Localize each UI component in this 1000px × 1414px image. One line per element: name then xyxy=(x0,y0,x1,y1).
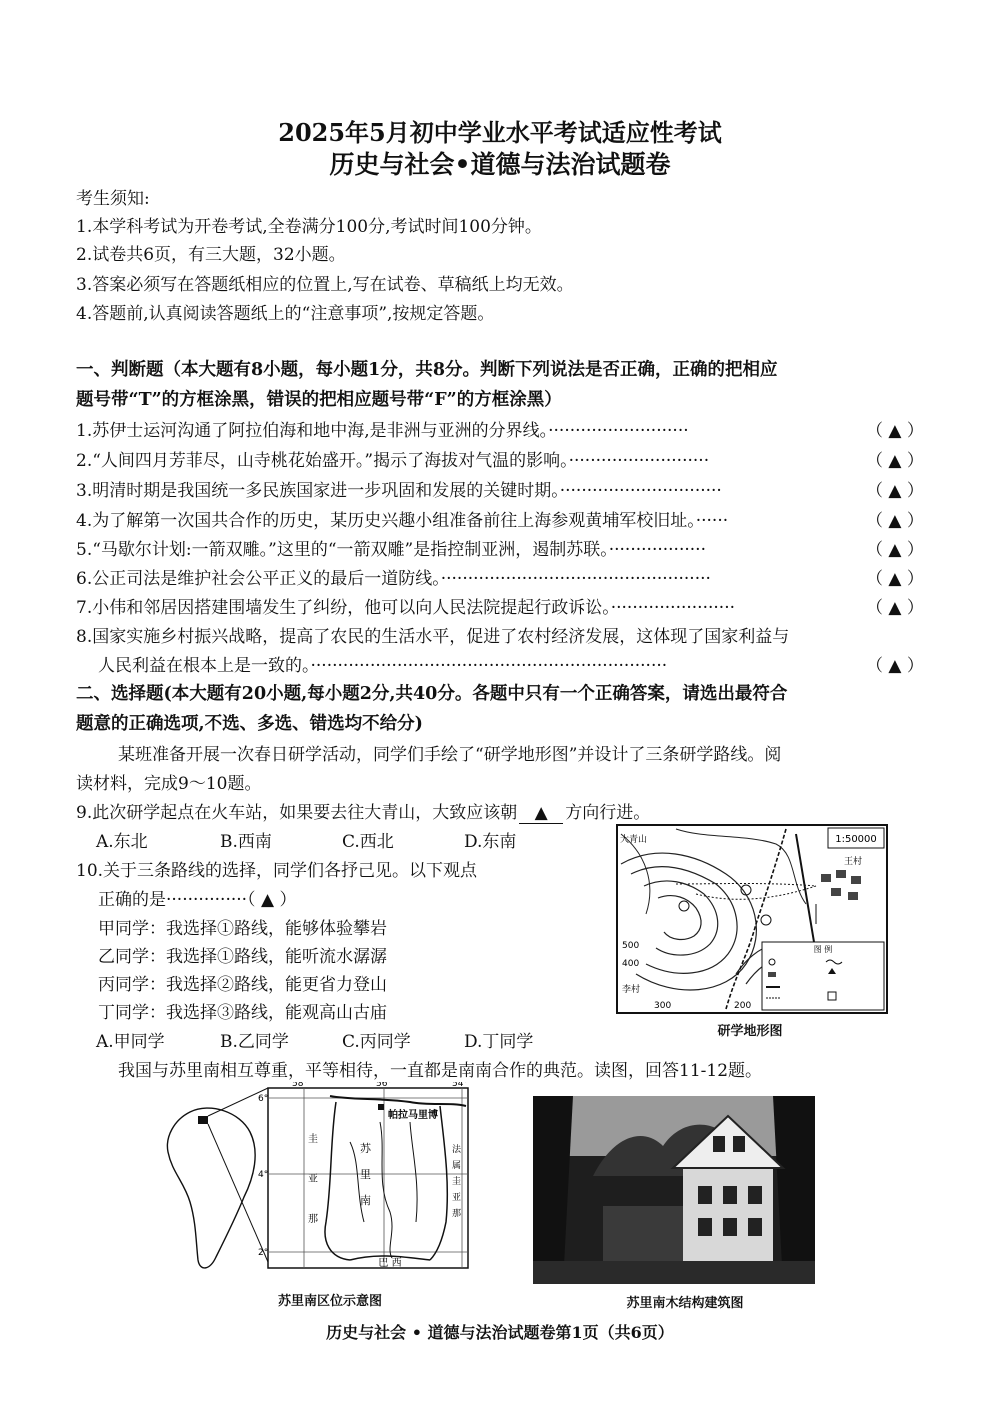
question-8-cont: 人民利益在根本上是一致的。·································································· xyxy=(98,656,668,676)
contour-label: 200 xyxy=(734,1001,752,1011)
statement-bing: 丙同学：我选择②路线，能更省力登山 xyxy=(98,975,387,995)
notice-item: 1.本学科考试为开卷考试,全卷满分100分,考试时间100分钟。 xyxy=(76,217,542,237)
exam-subtitle: 历史与社会•道德与法治试题卷 xyxy=(329,150,671,179)
lon-label: 58° xyxy=(292,1082,308,1089)
option-c: C.西北 xyxy=(342,832,394,852)
location-map-caption: 苏里南区位示意图 xyxy=(277,1294,382,1309)
country-label: 圭 xyxy=(452,1177,462,1187)
notice-item: 2.试卷共6页，有三大题，32小题。 xyxy=(76,245,346,265)
option-a: A.甲同学 xyxy=(96,1032,165,1052)
option-b: B.乙同学 xyxy=(220,1032,289,1052)
option-c: C.丙同学 xyxy=(342,1032,411,1052)
contour-label: 400 xyxy=(622,959,640,969)
question-9-tail: 方向行进。 xyxy=(565,803,651,823)
statement-ding: 丁同学：我选择③路线，能观高山古庙 xyxy=(98,1003,387,1023)
suriname-location-map xyxy=(150,1082,480,1282)
map-caption: 研学地形图 xyxy=(717,1024,783,1039)
map-label-village: 李村 xyxy=(622,985,641,995)
material-intro: 某班准备开展一次春日研学活动，同学们手绘了“研学地形图”并设计了三条研学路线。阅 xyxy=(118,745,782,765)
question-7: 7.小伟和邻居因搭建围墙发生了纠纷，他可以向人民法院提起行政诉讼。······················· xyxy=(76,598,736,618)
answer-mark: （ ▲ ） xyxy=(866,421,924,441)
question-6: 6.公正司法是维护社会公平正义的最后一道防线。·················································· xyxy=(76,569,711,589)
option-a: A.东北 xyxy=(96,832,148,852)
map-label-village: 王村 xyxy=(844,857,863,867)
question-4: 4.为了解第一次国共合作的历史，某历史兴趣小组准备前往上海参观黄埔军校旧址。······ xyxy=(76,511,729,531)
country-label: 属 xyxy=(452,1161,462,1171)
lon-label: 54° xyxy=(452,1082,468,1089)
section2-heading: 二、选择题(本大题有20小题,每小题2分,共40分。各题中只有一个正确答案，请选出最符合 xyxy=(76,684,788,704)
question-3: 3.明清时期是我国统一多民族国家进一步巩固和发展的关键时期。······························ xyxy=(76,481,722,501)
notice-item: 4.答题前,认真阅读答题纸上的“注意事项”,按规定答题。 xyxy=(76,304,495,324)
material-intro-2: 我国与苏里南相互尊重，平等相待，一直都是南南合作的典范。读图，回答11-12题。 xyxy=(118,1061,763,1081)
notice-heading: 考生须知: xyxy=(76,189,150,209)
country-label: 亚 xyxy=(452,1193,462,1203)
answer-mark: （ ▲ ） xyxy=(866,656,924,676)
statement-jia: 甲同学：我选择①路线，能够体验攀岩 xyxy=(98,919,387,939)
lat-label: 6° xyxy=(258,1094,269,1104)
page-footer: 历史与社会 • 道德与法治试题卷第1页（共6页） xyxy=(326,1323,674,1342)
statement-yi: 乙同学：我选择①路线，能听流水潺潺 xyxy=(98,947,387,967)
country-label: 法 xyxy=(452,1145,462,1155)
question-10-cont: 正确的是···············（ ▲ ） xyxy=(98,890,297,910)
answer-mark: （ ▲ ） xyxy=(866,511,924,531)
wooden-building-photo xyxy=(533,1096,815,1284)
country-label: 南 xyxy=(360,1194,371,1207)
option-d: D.东南 xyxy=(464,832,517,852)
lon-label: 56° xyxy=(376,1082,392,1089)
topographic-map xyxy=(616,824,888,1014)
lat-label: 4° xyxy=(258,1170,269,1180)
question-8: 8.国家实施乡村振兴战略，提高了农民的生活水平，促进了农村经济发展，这体现了国家利益与 xyxy=(76,627,790,647)
option-b: B.西南 xyxy=(220,832,272,852)
exam-title: 2025年5月初中学业水平考试适应性考试 xyxy=(278,118,722,147)
question-9 xyxy=(76,798,650,824)
photo-caption: 苏里南木结构建筑图 xyxy=(626,1296,744,1311)
country-label: 苏 xyxy=(360,1142,371,1155)
legend-title: 图 例 xyxy=(813,945,833,954)
answer-mark: （ ▲ ） xyxy=(866,569,924,589)
answer-mark: （ ▲ ） xyxy=(866,540,924,560)
section1-heading-cont: 题号带“T”的方框涂黑，错误的把相应题号带“F”的方框涂黑） xyxy=(76,390,562,410)
answer-mark: （ ▲ ） xyxy=(866,481,924,501)
answer-mark: （ ▲ ） xyxy=(866,451,924,471)
question-9-text: 9.此次研学起点在火车站，如果要去往大青山，大致应该朝 xyxy=(76,803,518,823)
country-label: 圭 xyxy=(308,1134,318,1145)
country-label: 巴 西 xyxy=(378,1258,402,1269)
question-2: 2.“人间四月芳菲尽，山寺桃花始盛开。”揭示了海拔对气温的影响。·························· xyxy=(76,451,710,471)
material-intro-cont: 读材料，完成9～10题。 xyxy=(76,774,262,794)
map-scale: 1:50000 xyxy=(835,834,877,845)
contour-label: 300 xyxy=(654,1001,672,1011)
question-1: 1.苏伊士运河沟通了阿拉伯海和地中海,是非洲与亚洲的分界线。·························· xyxy=(76,421,689,441)
question-5: 5.“马歇尔计划:一箭双雕。”这里的“一箭双雕”是指控制亚洲，遏制苏联。·················· xyxy=(76,540,706,560)
notice-item: 3.答案必须写在答题纸相应的位置上,写在试卷、草稿纸上均无效。 xyxy=(76,275,574,295)
question-10: 10.关于三条路线的选择，同学们各抒己见。以下观点 xyxy=(76,861,478,881)
country-label: 那 xyxy=(452,1209,462,1219)
answer-mark: （ ▲ ） xyxy=(866,598,924,618)
lat-label: 2° xyxy=(258,1248,269,1258)
contour-label: 500 xyxy=(622,941,640,951)
country-label: 亚 xyxy=(308,1174,318,1185)
option-d: D.丁同学 xyxy=(464,1032,534,1052)
section1-heading: 一、判断题（本大题有8小题，每小题1分，共8分。判断下列说法是否正确，正确的把相应 xyxy=(76,360,778,380)
capital-label: 帕拉马里博 xyxy=(388,1110,438,1121)
country-label: 里 xyxy=(360,1168,371,1181)
blank-mark: ▲ xyxy=(519,803,563,824)
country-label: 那 xyxy=(308,1214,318,1225)
map-label-mountain: 大青山 xyxy=(620,835,648,845)
section2-heading-cont: 题意的正确选项,不选、多选、错选均不给分) xyxy=(76,714,423,734)
